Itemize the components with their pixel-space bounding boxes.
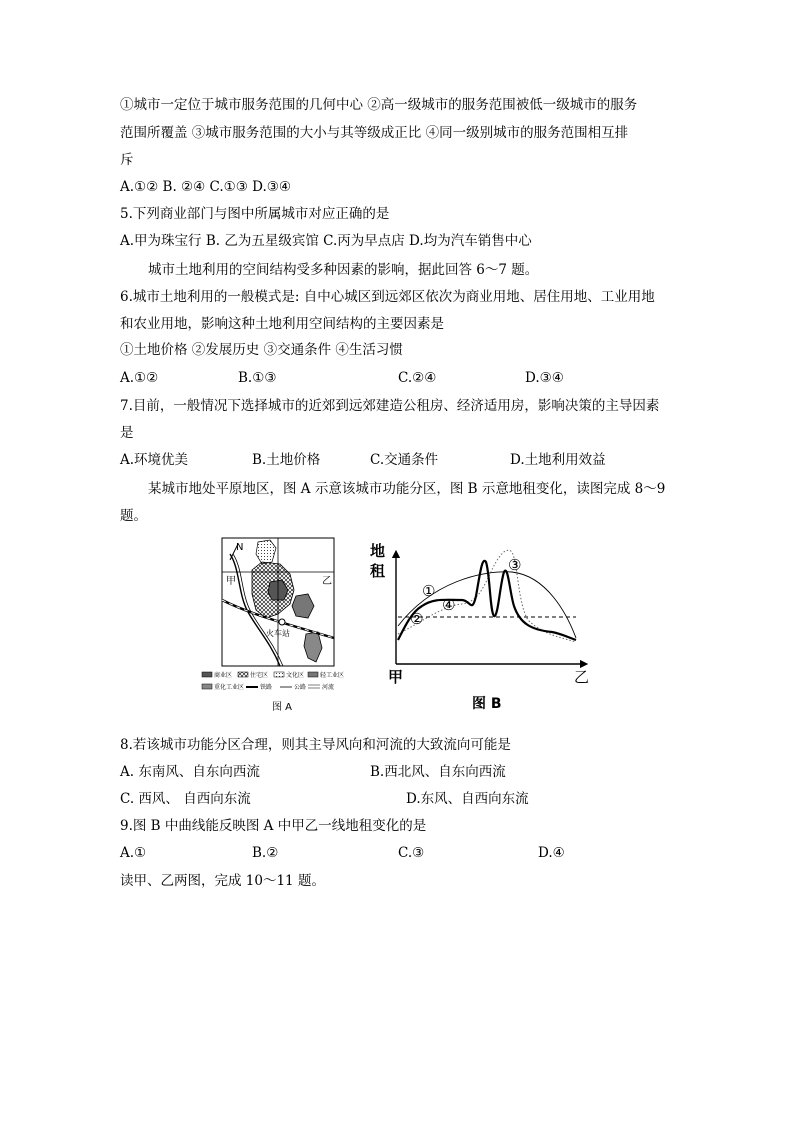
q9-stem: 9.图 B 中曲线能反映图 A 中甲乙一线地租变化的是 [120,818,427,834]
q4-statement-line1: ①城市一定位于城市服务范围的几何中心 ②高一级城市的服务范围被低一级城市的服务 [120,97,638,113]
intro-q10-q11: 读甲、乙两图，完成 10～11 题。 [120,873,325,889]
curve-2-label: ② [410,610,424,628]
figb-ylabel-1: 地 [370,542,386,560]
q6-stem-line1: 6.城市土地利用的一般模式是: 自中心城区到远郊区依次为商业用地、居住用地、工业用地 [120,289,655,305]
figure-a-map [200,534,345,714]
intro-q8-q9-line2: 题。 [120,508,147,524]
q7-option-b: B.土地价格 [252,452,321,468]
q8-stem: 8.若该城市功能分区合理，则其主导风向和河流的大致流向可能是 [120,737,511,753]
intro-q6-q7: 城市土地利用的空间结构受多种因素的影响，据此回答 6～7 题。 [148,262,539,278]
q6-option-c: C.②④ [398,370,437,386]
q9-option-a: A.① [120,845,147,861]
q5-stem: 5.下列商业部门与图中所属城市对应正确的是 [120,206,390,222]
q9-option-d: D.④ [538,845,565,861]
q5-options: A.甲为珠宝行 B. 乙为五星级宾馆 C.丙为早点店 D.均为汽车销售中心 [120,233,532,249]
q9-option-b: B.② [252,845,279,861]
legend-road: 公路 [294,684,307,691]
q8-option-d: D.东风、自西向东流 [406,791,529,807]
figa-jia-label: 甲 [226,576,236,587]
q8-option-a: A. 东南风、自东向西流 [120,764,260,780]
q4-statement-line3: 斥 [120,152,134,168]
figb-yi-label: 乙 [574,668,590,686]
legend-river: 河流 [322,684,335,691]
figa-legend [202,671,344,691]
station-marker [279,619,285,625]
q7-option-a: A.环境优美 [120,452,189,468]
curve-4 [398,561,576,640]
curve-4-label: ④ [442,596,456,614]
north-label: N [236,542,244,553]
figure-b-chart [362,534,592,714]
station-label: 火车站 [266,629,290,638]
legend-residential: 住宅区 [250,672,269,679]
q7-stem-line2: 是 [120,425,134,441]
q7-stem-line1: 7.目前，一般情况下选择城市的近郊到远郊建造公租房、经济适用房，影响决策的主导因素 [120,398,660,414]
figb-caption: 图 B [472,696,502,712]
figa-caption: 图 A [272,702,293,713]
q7-option-c: C.交通条件 [370,452,439,468]
q8-option-b: B.西北风、自东向西流 [370,764,506,780]
q8-option-c: C. 西风、 自西向东流 [120,791,251,807]
q6-option-a: A.①② [120,370,159,386]
figa-yi-label: 乙 [322,576,332,587]
q4-options: A.①② B. ②④ C.①③ D.③④ [120,179,292,195]
legend-light: 轻工业区 [320,672,345,679]
figb-ylabel-2: 租 [370,562,386,580]
legend-railway: 铁路 [260,684,273,691]
q9-option-c: C.③ [398,845,425,861]
q6-option-d: D.③④ [525,370,564,386]
q7-option-d: D.土地利用效益 [510,452,606,468]
q6-stem-line2: 和农业用地，影响这种土地利用空间结构的主要因素是 [120,316,444,332]
q4-statement-line2: 范围所覆盖 ③城市服务范围的大小与其等级成正比 ④同一级别城市的服务范围相互排 [120,125,629,141]
legend-heavy: 重化工业区 [214,684,245,691]
intro-q8-q9-line1: 某城市地处平原地区，图 A 示意该城市功能分区，图 B 示意地租变化，读图完成 8～9 [148,481,666,497]
q6-factors: ①土地价格 ②发展历史 ③交通条件 ④生活习惯 [120,342,403,358]
q6-option-b: B.①③ [238,370,277,386]
curve-3-label: ③ [508,556,522,574]
legend-cultural: 文化区 [286,672,305,679]
legend-commercial: 商业区 [214,672,233,679]
curve-1-label: ① [422,582,436,600]
figb-jia-label: 甲 [388,668,404,686]
